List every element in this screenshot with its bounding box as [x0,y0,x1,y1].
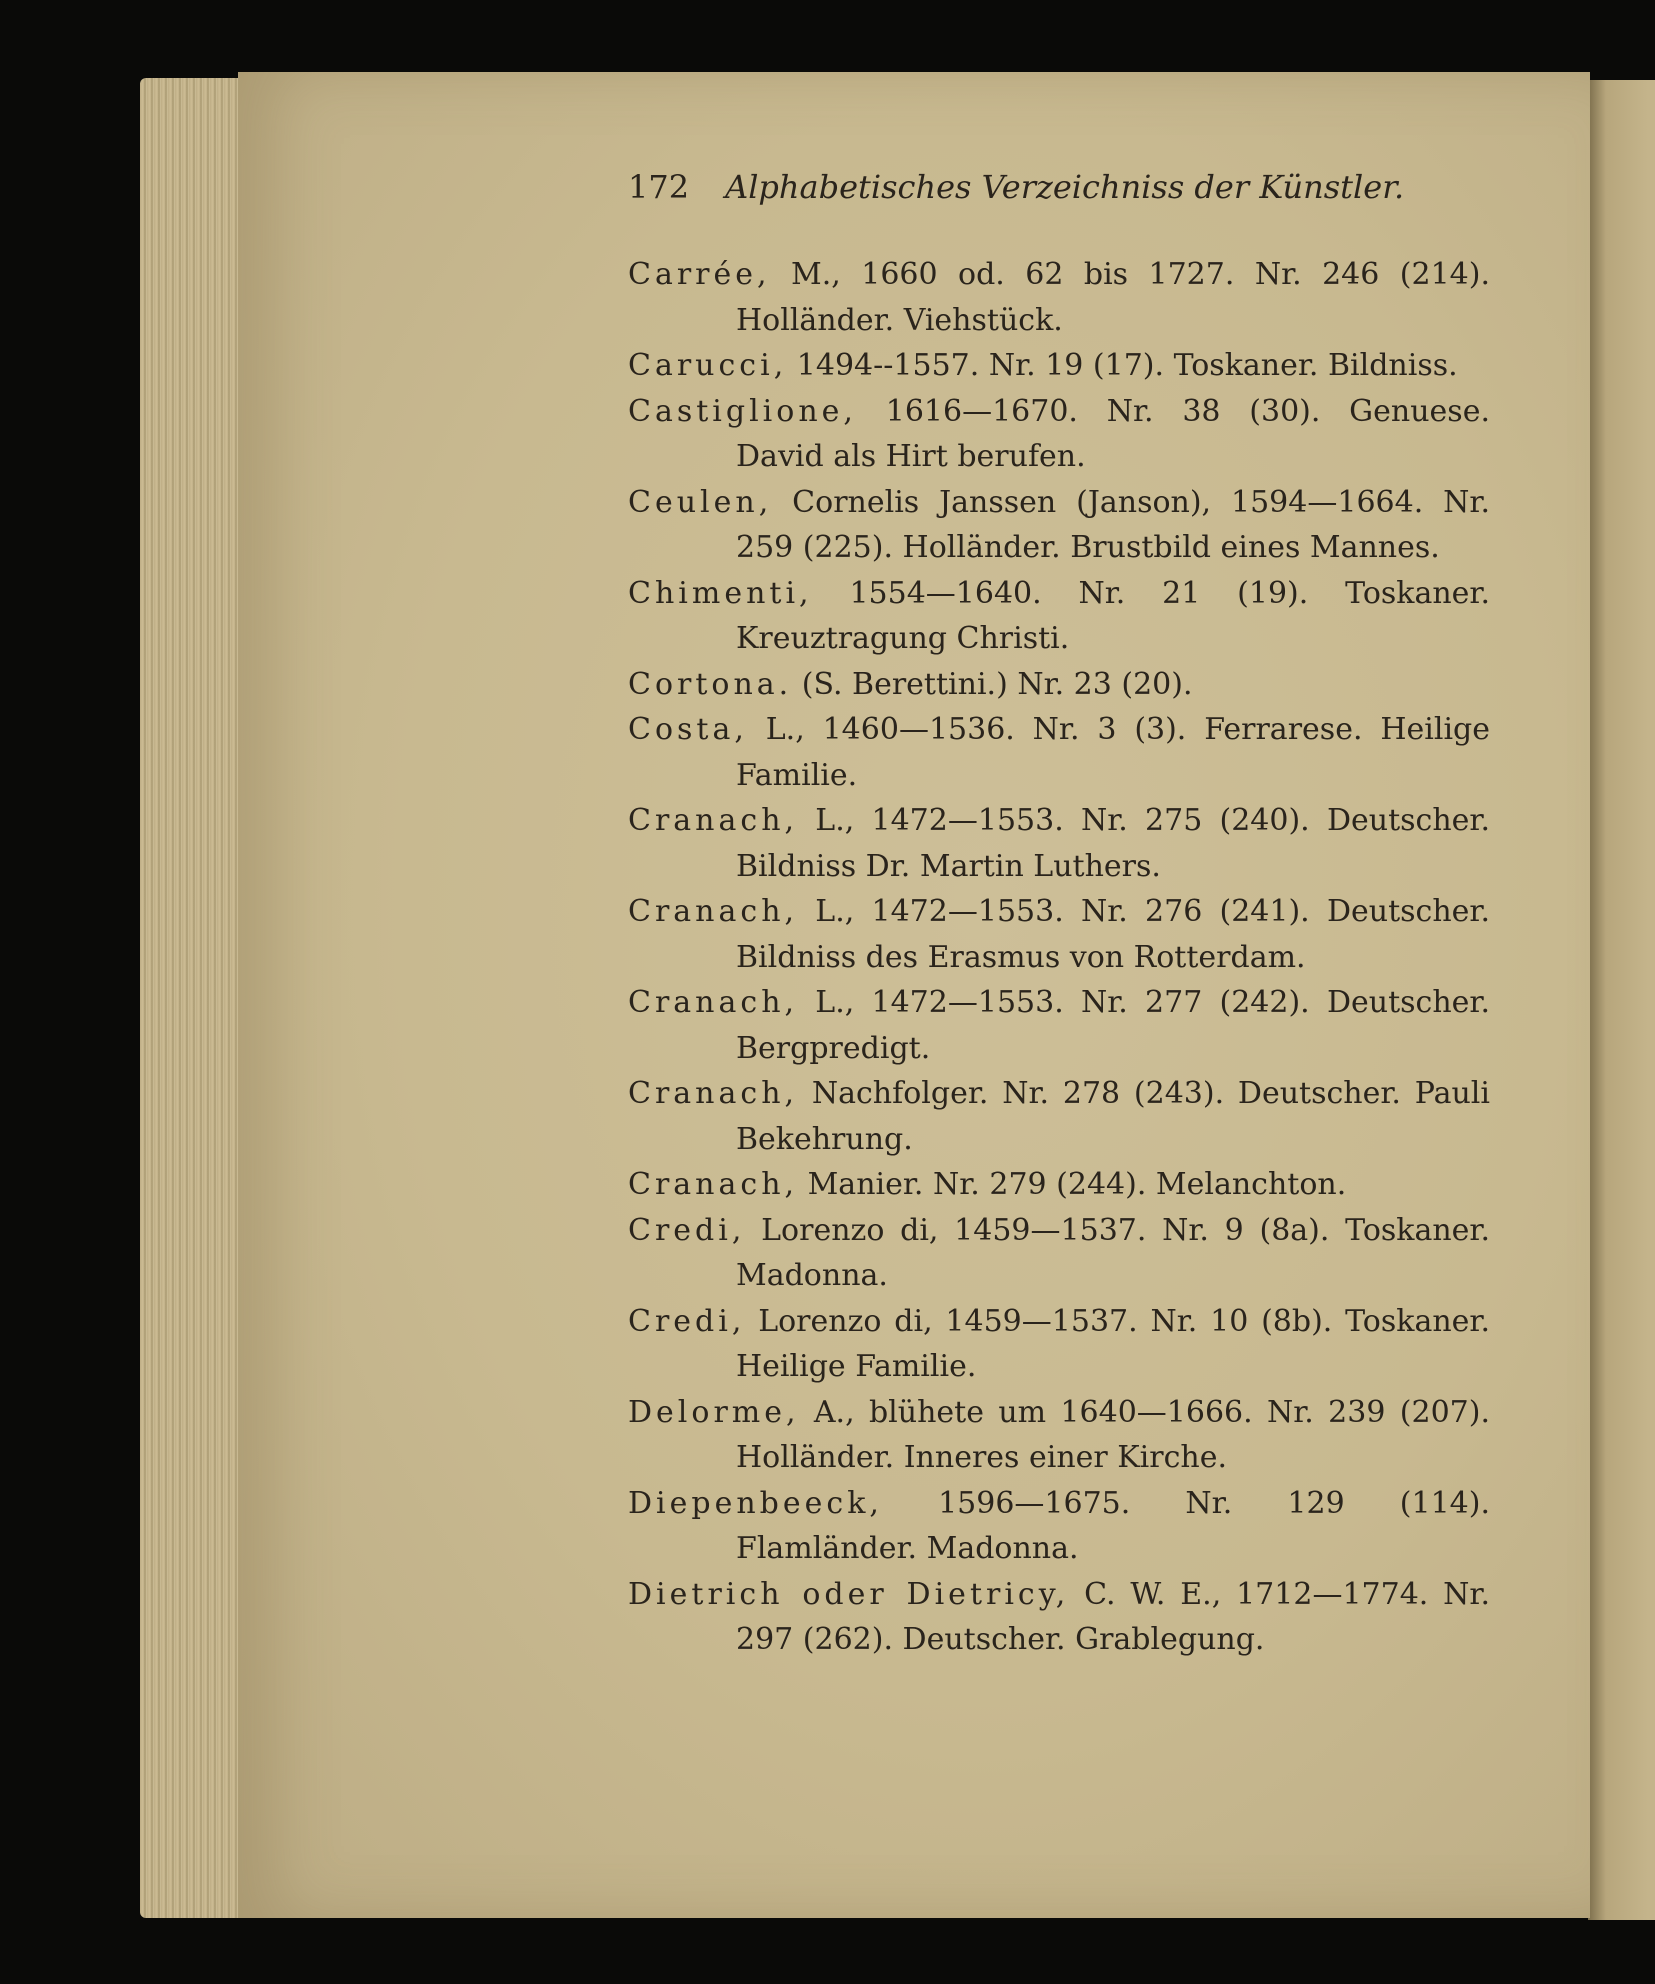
artist-name: Diepenbeeck, [628,1485,883,1521]
index-entry [628,252,1490,343]
facing-page-edge [1588,80,1655,1920]
index-entry [628,1390,1490,1481]
entry-details: L., 1472—1553. Nr. 276 (241). Deutscher. Bildniss des Erasmus von Rotterdam. [736,894,1490,975]
entry-details: Cornelis Janssen (Janson), 1594—1664. Nr. 259 (225). Holländer. Brustbild eines Mannes. [736,484,1490,565]
artist-name: Carrée, [628,257,771,292]
entry-details: Lorenzo di, 1459—1537. Nr. 9 (8a). Toskaner. Madonna. [736,1212,1490,1293]
artist-name: Credi, [628,1303,746,1339]
index-entry [628,480,1490,571]
entry-details: L., 1472—1553. Nr. 277 (242). Deutscher. Bergpredigt. [736,985,1490,1066]
index-entry [628,343,1490,389]
entry-details: Nachfolger. Nr. 278 (243). Deutscher. Pauli Bekehrung. [736,1076,1490,1157]
entry-details: 1554—1640. Nr. 21 (19). Toskaner. Kreuztragung Christi. [736,575,1490,656]
index-entry [628,571,1490,662]
artist-name: Dietrich oder Dietricy, [628,1576,1070,1612]
entry-details: L., 1472—1553. Nr. 275 (240). Deutscher. Bildniss Dr. Martin Luthers. [736,803,1490,884]
index-entry [628,1208,1490,1299]
index-entry [628,1071,1490,1162]
artist-name: Cranach, [628,1076,799,1111]
artist-name: Ceulen, [628,484,773,520]
artist-name: Cranach, [628,1167,799,1202]
artist-name: Costa, [628,712,748,747]
running-title: Alphabetisches Verzeichniss der Künstler. [725,168,1405,206]
entry-details: Lorenzo di, 1459—1537. Nr. 10 (8b). Toskaner. Heilige Familie. [736,1303,1490,1384]
index-entry [628,1481,1490,1572]
index-entry [628,389,1490,480]
artist-name: Castiglione, [628,393,857,429]
entry-details: 1616—1670. Nr. 38 (30). Genuese. David als Hirt berufen. [736,393,1490,474]
artist-index [628,252,1490,1663]
index-entry [628,1162,1490,1208]
entry-details: C. W. E., 1712—1774. Nr. 297 (262). Deutscher. Grablegung. [736,1576,1490,1657]
artist-name: Cortona. [628,666,793,702]
artist-name: Cranach, [628,803,799,838]
artist-name: Carucci, [628,348,788,383]
entry-details: L., 1460—1536. Nr. 3 (3). Ferrarese. Heilige Familie. [736,712,1490,793]
running-header [628,168,1528,218]
artist-name: Delorme, [628,1394,800,1430]
index-entry [628,707,1490,798]
entry-details: 1494--1557. Nr. 19 (17). Toskaner. Bildniss. [796,348,1458,383]
index-entry [628,662,1490,708]
artist-name: Cranach, [628,894,799,929]
index-entry [628,1299,1490,1390]
entry-details: 1596—1675. Nr. 129 (114). Flamländer. Madonna. [736,1485,1490,1566]
index-entry [628,980,1490,1071]
artist-name: Credi, [628,1212,746,1248]
index-entry [628,798,1490,889]
artist-name: Cranach, [628,985,799,1020]
index-entry [628,1572,1490,1663]
entry-details: A., blühete um 1640—1666. Nr. 239 (207). Holländer. Inneres einer Kirche. [736,1394,1490,1475]
entry-details: M., 1660 od. 62 bis 1727. Nr. 246 (214). Holländer. Viehstück. [736,257,1490,338]
entry-details: Manier. Nr. 279 (244). Melanchton. [807,1167,1347,1202]
artist-name: Chimenti, [628,575,813,611]
page-number: 172 [628,168,690,206]
entry-details: (S. Berettini.) Nr. 23 (20). [801,666,1193,702]
index-entry [628,889,1490,980]
